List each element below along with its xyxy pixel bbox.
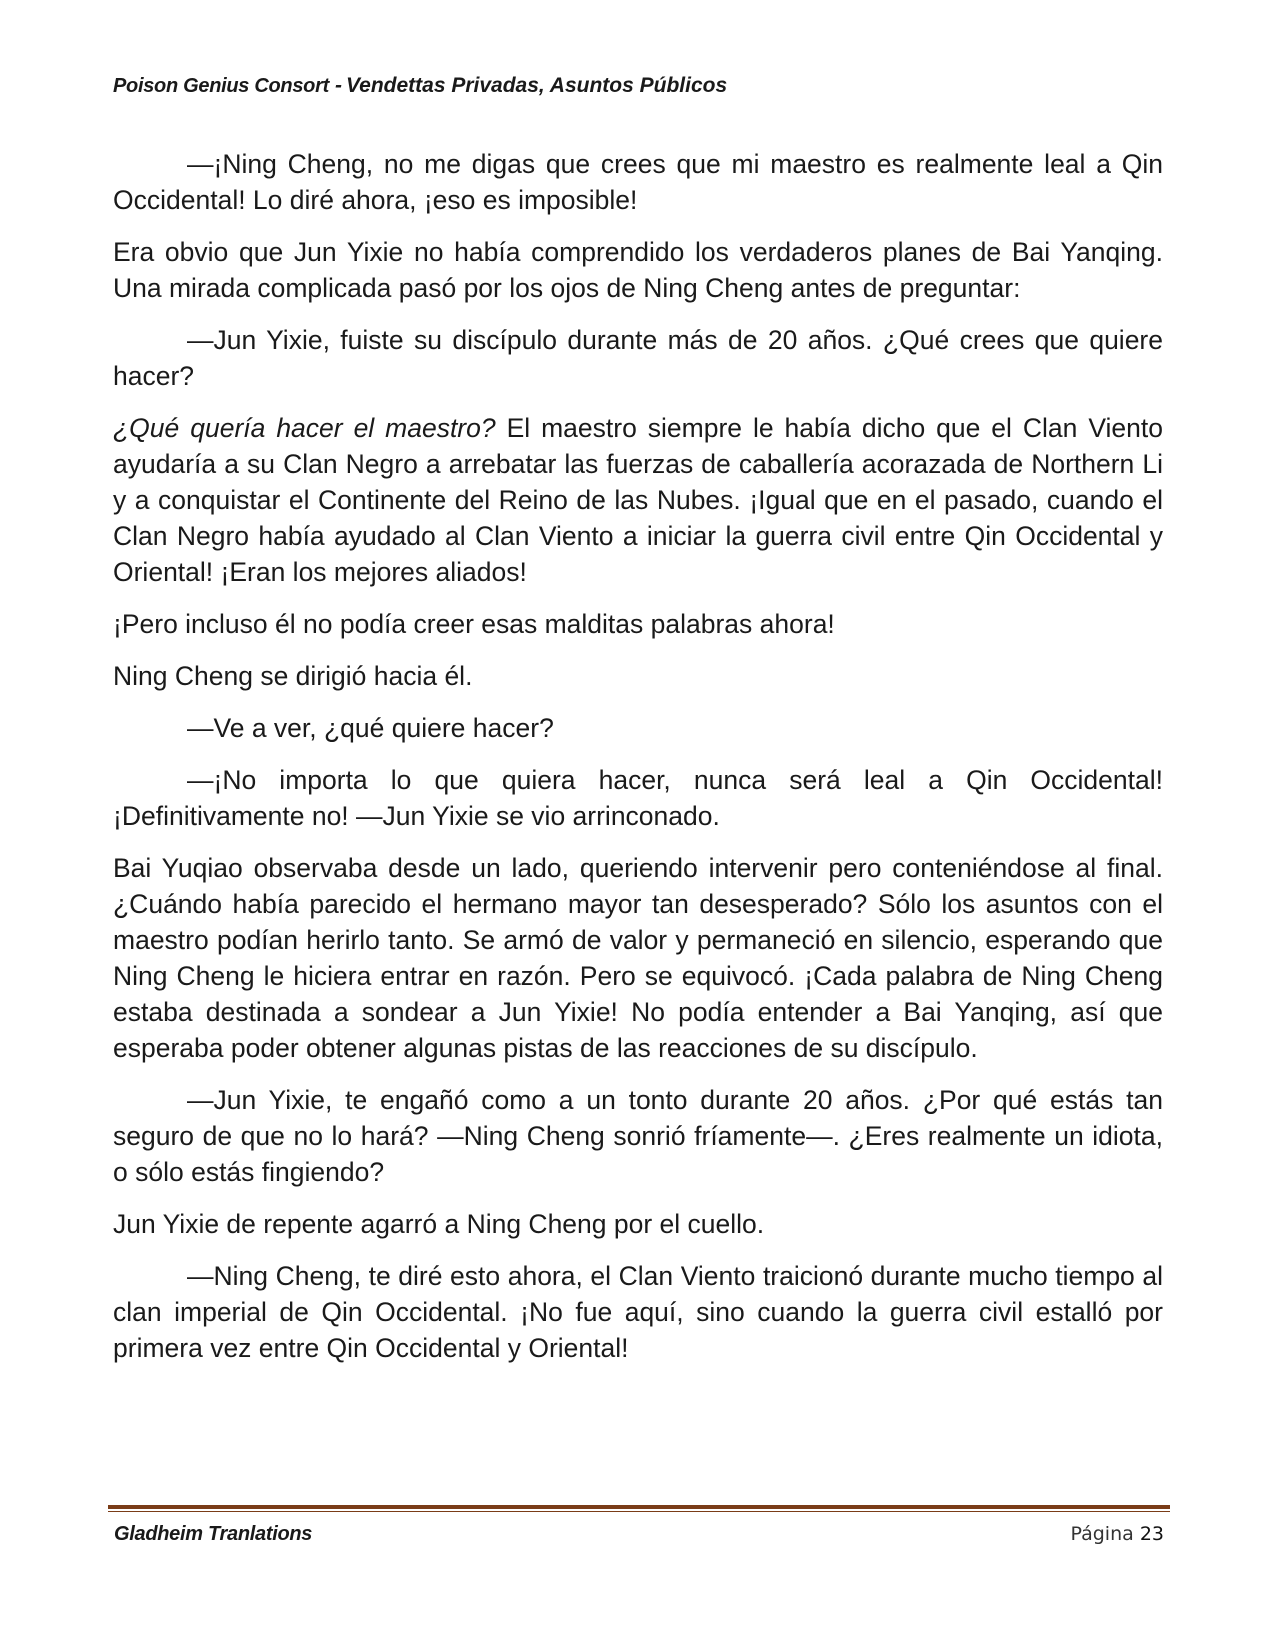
paragraph: Bai Yuqiao observaba desde un lado, queriendo intervenir pero conteniéndose al final. ¿Cuándo había parecido el hermano mayor tan desesperado? Sólo los asuntos con el maestro podían herirlo tanto. Se armó de valor y permaneció en silencio, esperando que Ning Cheng le hiciera entrar en razón. Pero se equivocó. ¡Cada palabra de Ning Cheng estaba destinada a sondear a Jun Yixie! No podía entender a Bai Yanqing, así que esperaba poder obtener algunas pistas de las reacciones de su discípulo. bbox=[113, 853, 1163, 1063]
paragraph: —Ning Cheng, te diré esto ahora, el Clan Viento traicionó durante mucho tiempo al clan imperial de Qin Occidental. ¡No fue aquí, sino cuando la guerra civil estalló por primera vez entre Qin Occidental y Oriental! bbox=[113, 1261, 1163, 1363]
footer-rule-thick bbox=[108, 1505, 1170, 1509]
publisher-name: Gladheim Tranlations bbox=[114, 1523, 313, 1545]
page-number bbox=[1070, 1523, 1164, 1545]
paragraph: —Jun Yixie, fuiste su discípulo durante más de 20 años. ¿Qué crees que quiere hacer? bbox=[113, 325, 1163, 391]
paragraph: Ning Cheng se dirigió hacia él. bbox=[113, 661, 473, 691]
header-separator: - bbox=[334, 74, 342, 97]
paragraph: —Ve a ver, ¿qué quiere hacer? bbox=[187, 713, 554, 743]
page-header bbox=[113, 74, 1163, 98]
chapter-title: Vendettas Privadas, Asuntos Públicos bbox=[345, 74, 728, 97]
paragraph: Jun Yixie de repente agarró a Ning Cheng por el cuello. bbox=[113, 1209, 765, 1239]
paragraph: —¡No importa lo que quiera hacer, nunca será leal a Qin Occidental! ¡Definitivamente no! —Jun Yixie se vio arrinconado. bbox=[113, 765, 1163, 831]
series-title: Poison Genius Consort bbox=[113, 75, 329, 97]
footer-rule bbox=[108, 1505, 1170, 1513]
paragraph: Era obvio que Jun Yixie no había comprendido los verdaderos planes de Bai Yanqing. Una mirada complicada pasó por los ojos de Ning Cheng antes de preguntar: bbox=[113, 237, 1163, 303]
paragraph: ¿Qué quería hacer el maestro? El maestro siempre le había dicho que el Clan Viento ayudaría a su Clan Negro a arrebatar las fuerzas de caballería acorazada de Northern Li y a conquistar el Continente del Reino de las Nubes. ¡Igual que en el pasado, cuando el Clan Negro había ayudado al Clan Viento a iniciar la guerra civil entre Qin Occidental y Oriental! ¡Eran los mejores aliados! bbox=[113, 413, 1163, 587]
body-text bbox=[113, 146, 1163, 1382]
footer-rule-thin bbox=[108, 1511, 1170, 1512]
italic-thought: ¿Qué quería hacer el maestro? bbox=[113, 413, 496, 443]
paragraph: —Jun Yixie, te engañó como a un tonto durante 20 años. ¿Por qué estás tan seguro de que no lo hará? —Ning Cheng sonrió fríamente—. ¿Eres realmente un idiota, o sólo estás fingiendo? bbox=[113, 1085, 1163, 1187]
paragraph: —¡Ning Cheng, no me digas que crees que mi maestro es realmente leal a Qin Occidental! Lo diré ahora, ¡eso es imposible! bbox=[113, 149, 1163, 215]
page-number-value: 23 bbox=[1139, 1523, 1164, 1545]
page-label: Página bbox=[1070, 1523, 1134, 1545]
paragraph: ¡Pero incluso él no podía creer esas malditas palabras ahora! bbox=[113, 609, 835, 639]
